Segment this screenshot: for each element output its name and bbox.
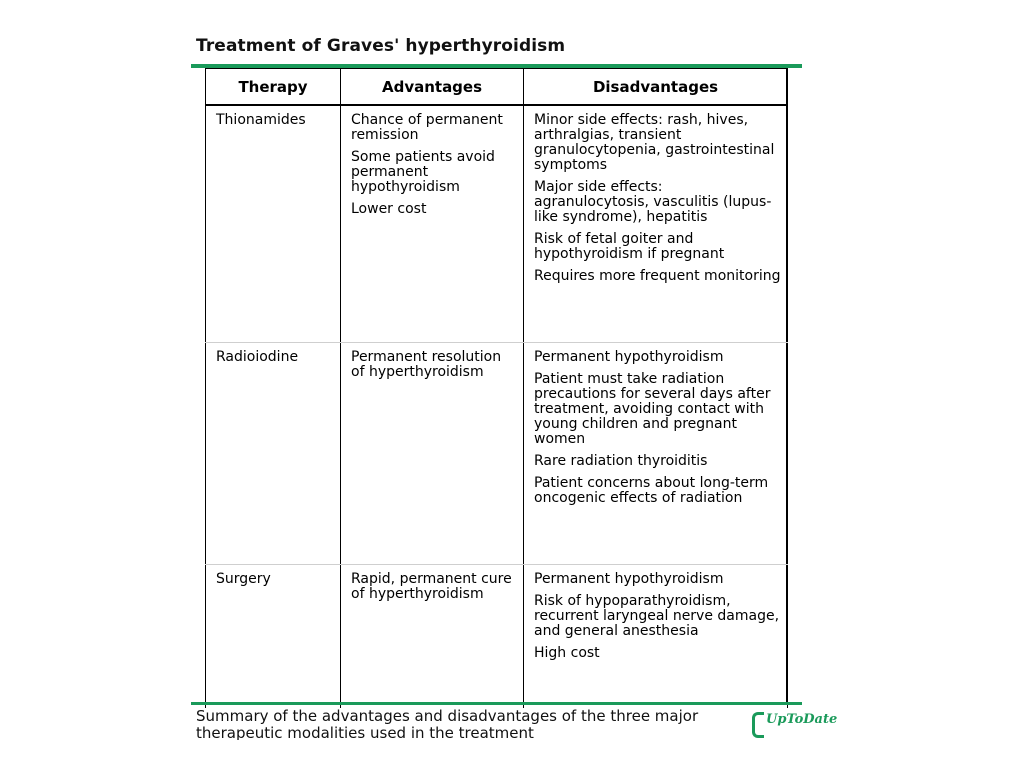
table-caption: Summary of the advantages and disadvantages of the three major therapeutic modalities used in the treatment: [196, 708, 699, 740]
disadvantage-item: Risk of fetal goiter and hypothyroidism if pregnant: [534, 231, 725, 262]
disadvantage-item: Patient concerns about long-term oncogenic effects of radiation: [534, 475, 769, 506]
advantage-item: Some patients avoid permanent hypothyroidism: [351, 149, 495, 195]
table-row: [206, 565, 788, 709]
disadvantage-item: Major side effects: agranulocytosis, vasculitis (lupus-like syndrome), hepatitis: [534, 179, 772, 225]
disadvantage-item: Requires more frequent monitoring: [534, 268, 781, 284]
uptodate-logo-text: UpToDate: [766, 712, 838, 727]
disadvantage-item: Patient must take radiation precautions for several days after treatment, avoiding contact with young children and pregnant women: [534, 371, 771, 447]
advantage-item: Rapid, permanent cure of hyperthyroidism: [351, 571, 512, 602]
disadvantage-item: Permanent hypothyroidism: [534, 571, 724, 587]
advantages-cell: [341, 565, 524, 709]
advantage-item: Chance of permanent remission: [351, 112, 503, 143]
disadvantage-item: Permanent hypothyroidism: [534, 349, 724, 365]
bottom-rule: [191, 702, 802, 705]
column-header-advantages: Advantages: [341, 69, 524, 106]
disadvantage-item: Rare radiation thyroiditis: [534, 453, 708, 469]
page-title: Treatment of Graves' hyperthyroidism: [196, 36, 566, 56]
therapy-cell: Surgery: [206, 565, 341, 709]
therapy-cell: Radioiodine: [206, 343, 341, 565]
disadvantages-cell: [524, 105, 788, 343]
advantages-cell: [341, 343, 524, 565]
disadvantage-item: High cost: [534, 645, 600, 661]
table-row: [206, 105, 788, 343]
treatment-table: [205, 68, 788, 708]
advantages-cell: [341, 105, 524, 343]
disadvantages-cell: [524, 343, 788, 565]
table-row: [206, 343, 788, 565]
disadvantage-item: Risk of hypoparathyroidism, recurrent laryngeal nerve damage, and general anesthesia: [534, 593, 780, 639]
disadvantage-item: Minor side effects: rash, hives, arthralgias, transient granulocytopenia, gastrointestinal symptoms: [534, 112, 775, 173]
therapy-cell: Thionamides: [206, 105, 341, 343]
caption-container: [196, 708, 786, 740]
uptodate-logo-icon: [752, 712, 764, 738]
advantage-item: Lower cost: [351, 201, 427, 217]
column-header-disadvantages: Disadvantages: [524, 69, 788, 106]
disadvantages-cell: [524, 565, 788, 709]
uptodate-logo: [752, 708, 842, 740]
header-row: [206, 69, 788, 106]
column-header-therapy: Therapy: [206, 69, 341, 106]
advantage-item: Permanent resolution of hyperthyroidism: [351, 349, 502, 380]
